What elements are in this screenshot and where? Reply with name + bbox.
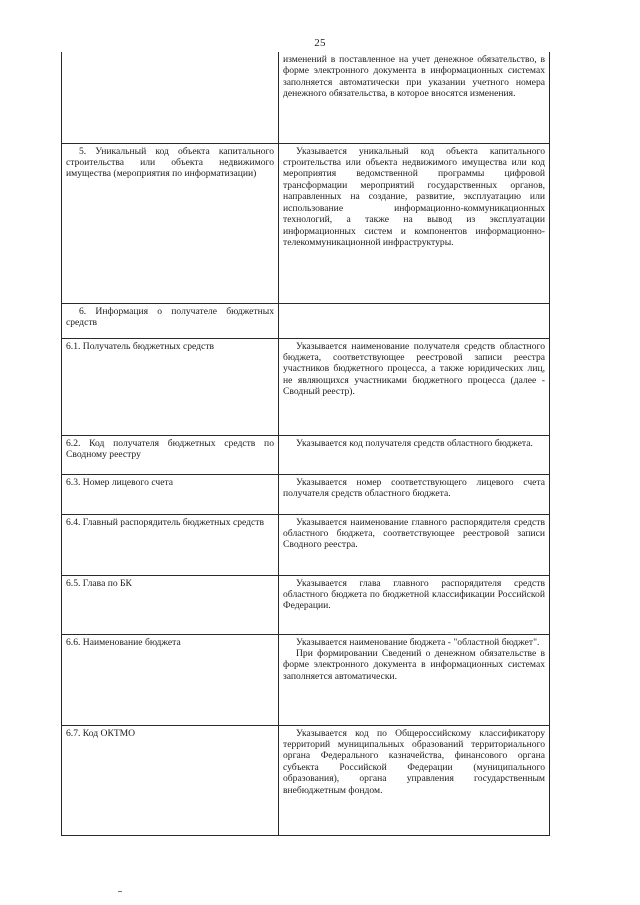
description-paragraph: Указывается код по Общероссийскому классификатору территорий муниципальных образований территориального органа Федерального казначейства, финансового органа субъекта Российской Федерации (муниципального образования), органа управления государственным внебюджетным фондом. (283, 727, 545, 796)
table-row (62, 514, 550, 575)
field-description-cell (279, 474, 550, 514)
table-row (62, 634, 550, 725)
field-description-cell (279, 514, 550, 575)
table-row (62, 474, 550, 514)
field-description-cell (279, 435, 550, 474)
field-name-cell: 6.7. Код ОКТМО (62, 725, 279, 835)
description-paragraph: Указывается наименование главного распорядителя средств областного бюджета, соответствующее реестровой записи Сводного реестра. (283, 516, 545, 551)
description-paragraph: При формировании Сведений о денежном обязательстве в форме электронного документа в информационных системах заполняется автоматически. (283, 647, 545, 682)
field-description-cell (279, 634, 550, 725)
field-description-cell (279, 338, 550, 435)
field-description-cell (279, 143, 550, 303)
page-number: 25 (314, 37, 326, 49)
field-description-cell (279, 52, 550, 143)
table-row (62, 435, 550, 474)
field-name-text: 5. Уникальный код объекта капитального строительства или объекта недвижимого имущества (мероприятия по информатизации) (66, 145, 274, 180)
field-name-cell: 6.2. Код получателя бюджетных средств по Сводному реестру (62, 435, 279, 474)
scan-speck (118, 891, 122, 892)
table-row (62, 575, 550, 634)
table-row (62, 143, 550, 303)
field-description-cell (279, 725, 550, 835)
field-description-cell (279, 575, 550, 634)
description-paragraph: изменений в поставленное на учет денежное обязательство, в форме электронного документа в информационных системах заполняется автоматически при указании учетного номера денежного обязательства, в которое вносятся изменения. (283, 54, 545, 100)
field-name-cell (62, 52, 279, 143)
field-name-cell: 6.6. Наименование бюджета (62, 634, 279, 725)
table-row (62, 303, 550, 338)
field-description-cell (279, 303, 550, 338)
description-paragraph: Указывается код получателя средств областного бюджета. (296, 437, 533, 449)
description-paragraph: Указывается глава главного распорядителя средств областного бюджета по бюджетной классификации Российской Федерации. (283, 577, 545, 612)
field-name-cell: 6.1. Получатель бюджетных средств (62, 338, 279, 435)
table-row (62, 338, 550, 435)
requirements-table (61, 52, 550, 836)
description-paragraph: Указывается наименование получателя средств областного бюджета, соответствующее реестровой записи реестра участников бюджетного процесса, а также юридических лиц, не являющихся участниками бюджетного процесса (далее - Сводный реестр). (283, 340, 545, 398)
section-heading-cell (62, 303, 279, 338)
description-paragraph: Указывается номер соответствующего лицевого счета получателя средств областного бюджета. (283, 476, 545, 499)
field-name-cell: 6.4. Главный распорядитель бюджетных средств (62, 514, 279, 575)
table-row (62, 52, 550, 143)
description-paragraph: Указывается уникальный код объекта капитального строительства или объекта недвижимого имущества или код мероприятия ведомственной программы цифровой трансформации мероприятий государственных органов, направленных на создание, развитие, эксплуатацию или использование информационно-коммуникационных технологий, а также на вывод из эксплуатации информационных систем и компонентов информационно-телекоммуникационной инфраструктуры. (283, 145, 545, 249)
field-name-cell: 6.3. Номер лицевого счета (62, 474, 279, 514)
field-name-cell: 6.5. Глава по БК (62, 575, 279, 634)
section-heading-text: 6. Информация о получателе бюджетных средств (66, 305, 274, 328)
table-row (62, 725, 550, 835)
description-paragraph: Указывается наименование бюджета - "областной бюджет". (296, 636, 540, 648)
field-name-cell (62, 143, 279, 303)
